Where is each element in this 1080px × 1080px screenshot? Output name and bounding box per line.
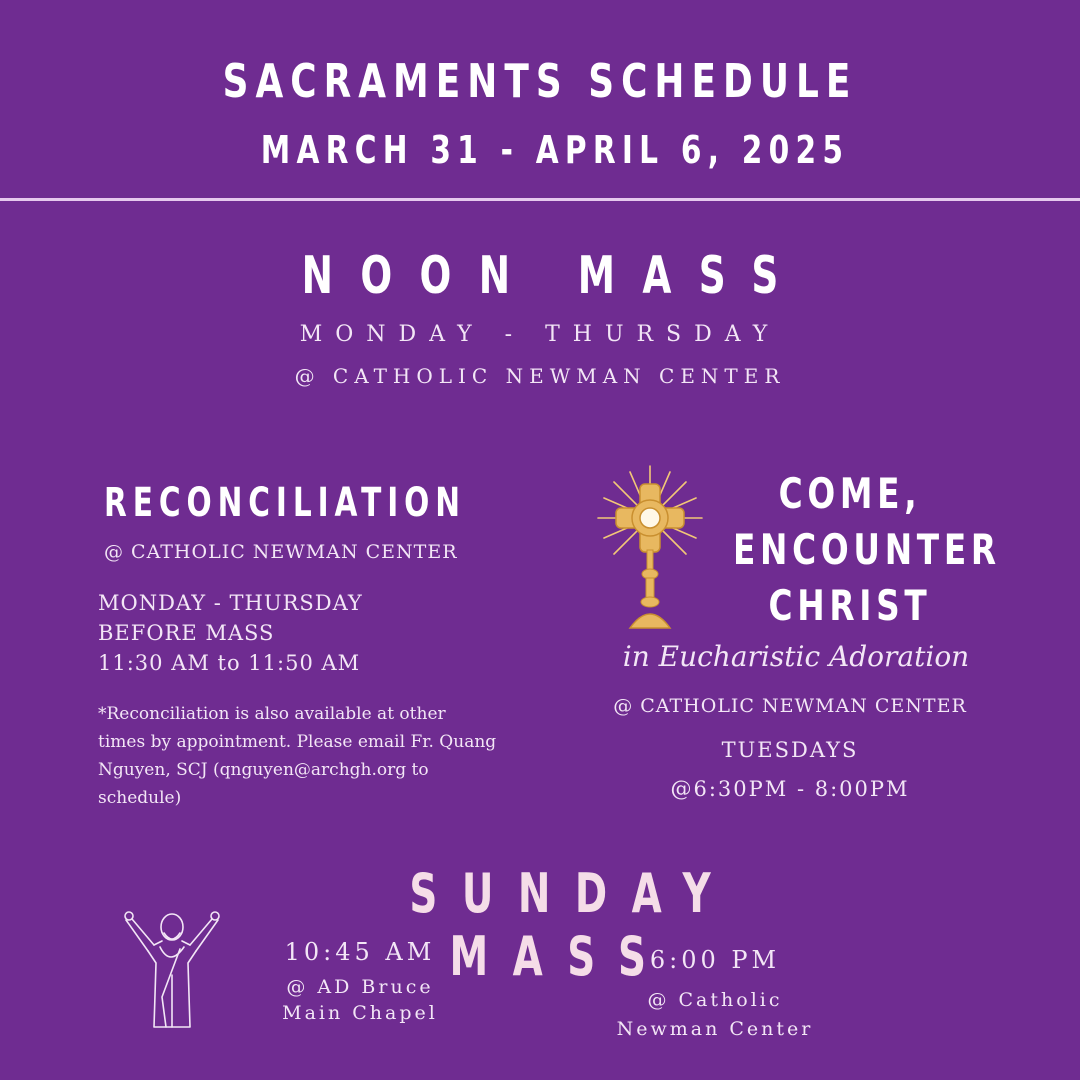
schedule-title: SACRAMENTS SCHEDULE	[222, 54, 858, 108]
adoration-line1: COME,	[778, 469, 922, 518]
reconciliation-title: RECONCILIATION	[104, 480, 466, 526]
sunday-mass-first-time: 10:45 AM	[284, 938, 436, 966]
sunday-mass-title: SUNDAY MASS	[409, 862, 736, 988]
adoration-line2: ENCOUNTER	[733, 525, 1001, 574]
adoration-time: @6:30PM - 8:00PM	[670, 777, 910, 801]
reconciliation-time: 11:30 AM to 11:50 AM	[98, 651, 361, 675]
sunday-mass-second-time: 6:00 PM	[649, 946, 781, 974]
sunday-mass-first-location-line2: Main Chapel	[282, 1002, 438, 1024]
monstrance-icon	[592, 462, 708, 634]
adoration-location: @ CATHOLIC NEWMAN CENTER	[613, 695, 967, 717]
jesus-arms-raised-icon	[120, 905, 224, 1031]
sunday-mass-second-location-line1: @ Catholic	[647, 989, 783, 1011]
adoration-headline	[733, 466, 1001, 634]
reconciliation-days: MONDAY - THURSDAY	[98, 591, 363, 615]
noon-mass-title: NOON MASS	[301, 246, 806, 306]
header-divider	[0, 198, 1080, 201]
sunday-mass-second-location-line2: Newman Center	[616, 1018, 814, 1040]
sunday-mass-second-location	[570, 986, 860, 1044]
reconciliation-note: *Reconciliation is also available at other times by appointment. Please email Fr. Quang Nguyen, SCJ (qnguyen@archgh.org to schedule)	[98, 704, 497, 808]
adoration-line3: CHRIST	[768, 581, 932, 630]
sunday-mass-first-location	[240, 974, 480, 1026]
sunday-mass-first-location-line1: @ AD Bruce	[286, 976, 434, 998]
schedule-dates: MARCH 31 - APRIL 6, 2025	[260, 128, 850, 172]
adoration-day: TUESDAYS	[721, 738, 859, 762]
adoration-subtitle: in Eucharistic Adoration	[622, 640, 970, 673]
reconciliation-schedule	[98, 588, 363, 678]
reconciliation-location: @ CATHOLIC NEWMAN CENTER	[104, 541, 458, 563]
reconciliation-when: BEFORE MASS	[98, 621, 275, 645]
noon-mass-location: @ CATHOLIC NEWMAN CENTER	[294, 364, 786, 388]
noon-mass-days: MONDAY - THURSDAY	[299, 322, 781, 347]
